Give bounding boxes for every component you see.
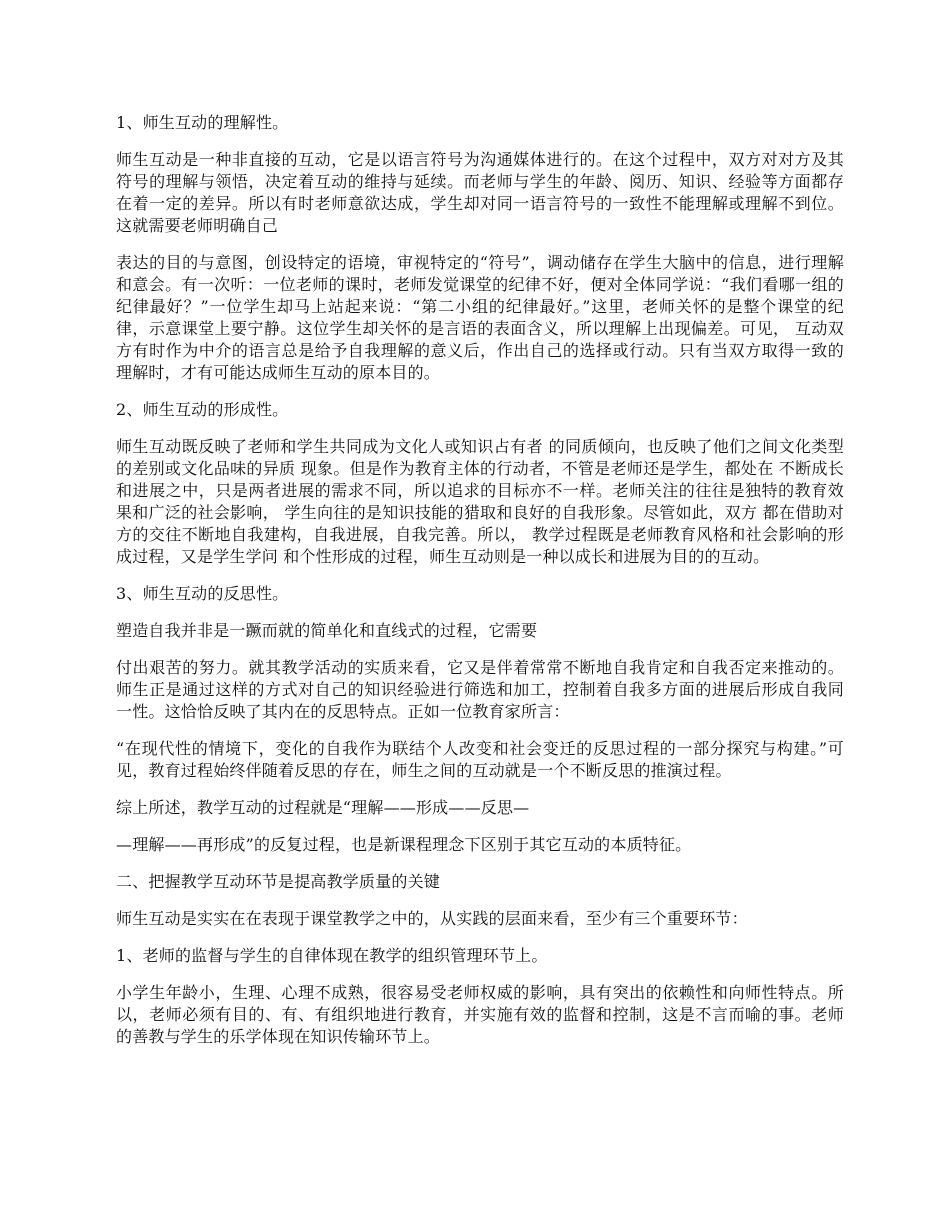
- paragraph-reflection-1: 塑造自我并非是一蹶而就的简单化和直线式的过程，它需要: [116, 621, 538, 640]
- section-heading-understanding: 1、师生互动的理解性。: [116, 113, 289, 132]
- paragraph-summary-2: —理解——再形成”的反复过程，也是新课程理念下区别于其它互动的本质特征。: [116, 835, 692, 854]
- document-page: [116, 112, 844, 1063]
- paragraph-understanding-2: 表达的目的与意图，创设特定的语境，审视特定的“符号”，调动储存在学生大脑中的信息，进行理解和意会。有一次听：一位老师的课时，老师发觉课堂的纪律不好，便对全体同学说：“我们看哪一组的纪律最好？”一位学生却马上站起来说：“第二小组的纪律最好。”这里，老师关怀的是整个课堂的纪律，示意课堂上要宁静。这位学生却关怀的是言语的表面含义，所以理解上出现偏差。可见， 互动双方有时作为中介的语言总是给予自我理解的意义后，作出自己的选择或行动。只有当双方取得一致的理解时，才有可能达成师生互动的原本目的。: [116, 253, 844, 382]
- paragraph-reflection-quote: “在现代性的情境下，变化的自我作为联结个人改变和社会变迁的反思过程的一部分探究与构建。”可见，教育过程始终伴随着反思的存在，师生之间的互动就是一个不断反思的推演过程。: [116, 739, 844, 780]
- paragraph-reflection-2: 付出艰苦的努力。就其教学活动的实质来看，它又是伴着常常不断地自我肯定和自我否定来推动的。师生正是通过这样的方式对自己的知识经验进行筛选和加工，控制着自我多方面的进展后形成自我同一性。这恰恰反映了其内在的反思特点。正如一位教育家所言：: [116, 658, 844, 721]
- paragraph-supervision: 小学生年龄小，生理、心理不成熟，很容易受老师权威的影响，具有突出的依赖性和向师性特点。所以，老师必须有目的、有、有组织地进行教育，并实施有效的监督和控制，这是不言而喻的事。老师的善教与学生的乐学体现在知识传输环节上。: [116, 983, 844, 1046]
- paragraph-formation: 师生互动既反映了老师和学生共同成为文化人或知识占有者 的同质倾向，也反映了他们之间文化类型的差别或文化品味的异质 现象。但是作为教育主体的行动者，不管是老师还是学生，都处在 不断成长和进展之中，只是两者进展的需求不同，所以追求的目标亦不一样。老师关注的往往是独特的教育效果和广泛的社会影响， 学生向往的是知识技能的猎取和良好的自我形象。尽管如此，双方 都在借助对方的交往不断地自我建构，自我进展，自我完善。所以， 教学过程既是老师教育风格和社会影响的形成过程，又是学生学问 和个性形成的过程，师生互动则是一种以成长和进展为目的的互动。: [116, 437, 844, 566]
- section-heading-reflection: 3、师生互动的反思性。: [116, 584, 289, 603]
- paragraph-key-intro: 师生互动是实实在在表现于课堂教学之中的，从实践的层面来看，至少有三个重要环节：: [116, 909, 748, 928]
- subheading-supervision: 1、老师的监督与学生的自律体现在教学的组织管理环节上。: [116, 946, 548, 965]
- paragraph-understanding-1: 师生互动是一种非直接的互动，它是以语言符号为沟通媒体进行的。在这个过程中，双方对对方及其符号的理解与领悟，决定着互动的维持与延续。而老师与学生的年龄、阅历、知识、经验等方面都存在着一定的差异。所以有时老师意欲达成，学生却对同一语言符号的一致性不能理解或理解不到位。这就需要老师明确自己: [116, 150, 844, 235]
- paragraph-summary-1: 综上所述，教学互动的过程就是“理解——形成——反思—: [116, 798, 530, 817]
- section-heading-formation: 2、师生互动的形成性。: [116, 400, 289, 419]
- section-heading-key: 二、把握教学互动环节是提高教学质量的关键: [116, 872, 441, 891]
